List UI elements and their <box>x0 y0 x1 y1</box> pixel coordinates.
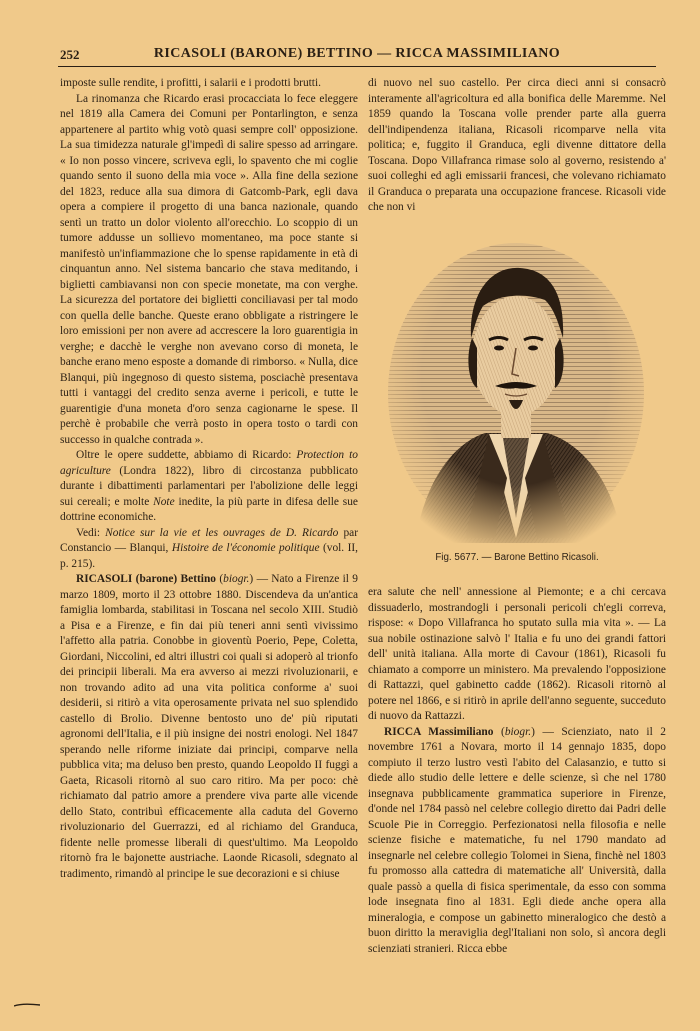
figure-caption: Fig. 5677. — Barone Bettino Ricasoli. <box>435 552 599 563</box>
entry-text: — Nato a Firenze il 9 marzo 1809, morto il 23 ottobre 1880. Discendeva da un'antica famiglia lombarda, stabilitasi in Toscana nel secolo XIII. Studiò a Pisa e a Firenze, e fin dai più teneri anni sentì vivissimo l'affetto alla patria. Conobbe in gioventù Poerio, Pepe, Coletta, Giordani, Niccolini, ed altri illustri coi quali si adoperò al trionfo dei principii liberali. Ma era avverso ai mezzi rivoluzionarii, e non trovando adito ad una vita politica conforme a' suoi desiderii, si ritirò a vita operosamente privata nel suo splendido castello di Brolio. Divenne bentosto uno de' più riputati agronomi dell'Italia, e il più insigne dei nostri enologi. Nel 1847 sperando nelle riforme iniziate dai principi, comparve nella pubblica vita; ma deluso ben presto, quando Leopoldo II fuggì a Gaeta, Ricasoli ritornò al suo caro ritiro. Ma per poco: chè richiamato dal patrio amore a prendere viva parte alle vicende dello Stato, contribuì efficacemente alla caduta del Governo rivoluzionario del Guerrazzi, ed al richiamo del Granduca, fidente nelle promesse liberali di quest'ultimo. Ma Leopoldo ritornò fra le bajonette austriache. Laonde Ricasoli, sdegnato al tradimento, rimandò al principe le sue decorazioni e si chiuse <box>60 573 358 880</box>
paragraph <box>60 448 358 526</box>
right-column-top <box>368 76 666 236</box>
book-title: Notice sur la vie et les ouvrages de D. Ricardo <box>105 526 339 539</box>
running-head: RICASOLI (BARONE) BETTINO — RICCA MASSIMILIANO <box>153 46 561 61</box>
right-column-bottom <box>368 585 666 1005</box>
entry-text: — Scienziato, nato il 2 novembre 1761 a Novara, morto il 14 gennajo 1835, dopo compiuto il terzo lustro vestì l'abito del Calasanzio, e tutto si diede allo studio delle lettere e delle scienze, sì che nel 1780 insegnava pubblicamente grammatica superiore in Firenze, d'onde nel 1784 passò nel celebre collegio diretto dai Padri delle Scuole Pie in Correggio. Perfezionatosi nella filosofia e nelle scienze fisiche e matematiche, fu nel 1790 mandato ad insegnarle nel celebre collegio Tolomei in Siena, finchè nel 1803 fu promosso alla cattedra di matematiche all' Università, dalla quale passò a quella di fisica sperimentale, da esso con somma lode insegnata fino al 1831. Egli diede anche opera alla mineralogia, e compose un gabinetto mineralogico che destò a buon diritto la meraviglia degl'Italiani non solo, sì ancora degli scienziati stranieri. Ricca ebbe <box>368 725 666 955</box>
entry-tag: biogr. <box>223 573 250 585</box>
paragraph: era salute che nell' annessione al Piemonte; e a chi cercava dissuaderlo, mostrandogli i personali pericoli ch'egli correva, rispose: « Dopo Villafranca ho sputato sulla mia vita ». — La sua nobile ostinazione salvò l' Italia e fu uno dei grandi fattori dell' unità italiana. Alla morte di Cavour (1861), Ricasoli fu chiamato a comporre un ministero. Ma prevalendo l'opposizione di Rattazzi, quel gabinetto cadde (1862). Ricasoli ritornò al potere nel 1866, e si ritirò in aprile dell'anno seguente, succeduto di nuovo da Rattazzi. <box>368 586 666 722</box>
left-column <box>60 76 358 1006</box>
text-run: Vedi: <box>76 526 106 539</box>
text-run: (vol. II, p. 215). <box>60 542 358 570</box>
text-run: (Londra 1822), libro di circostanza pubblicato durante i dibattimenti parlamentari per l'abolizione delle leggi sui cereali; e molte <box>60 464 358 508</box>
entry-ricasoli: RICASOLI (barone) Bettino (biogr.) — Nato a Firenze il 9 marzo 1809, morto il 23 ottobre 1880. Discendeva da un'antica famiglia lombarda, stabilitasi in Toscana nel secolo XIII. Studiò a Pisa e a Firenze, e fin dai più teneri anni sentì vivissimo l'affetto alla patria. Conobbe in gioventù Poerio, Pepe, Coletta, Giordani, Niccolini, ed altri illustri coi quali si adoperò al trionfo dei principii liberali. Ma era avverso ai mezzi rivoluzionarii, e non trovando adito ad una vita politica conforme a' suoi desiderii, si ritirò a vita operosamente privata nel suo splendido castello di Brolio. Divenne bentosto uno de' più riputati agronomi dell'Italia, e il più insigne dei nostri enologi. Nel 1847 sperando nelle riforme iniziate dai principi, comparve nella pubblica vita; ma deluso ben presto, quando Leopoldo II fuggì a Gaeta, Ricasoli ritornò al suo caro ritiro. Ma per poco: chè richiamato dal patrio amore a prendere viva parte alle vicende dello Stato, contribuì efficacemente alla caduta del Governo rivoluzionario del Guerrazzi, ed al richiamo del Granduca, fidente nelle promesse liberali di quest'ultimo. Ma Leopoldo ritornò fra le bajonette austriache. Laonde Ricasoli, sdegnato al tradimento, rimandò al principe le sue decorazioni e si chiuse <box>60 573 358 880</box>
entry-headword: RICCA Massimiliano <box>384 725 494 738</box>
page-header <box>58 44 656 67</box>
portrait-figure <box>385 238 647 543</box>
text-run: inedite, la più parte in difesa delle sue dottrine economiche. <box>60 495 358 523</box>
paragraph: imposte sulle rendite, i profitti, i salarii e i prodotti brutti. <box>60 77 321 89</box>
book-title: Note <box>153 495 175 508</box>
paragraph: La rinomanza che Ricardo erasi procacciata lo fece eleggere nel 1819 alla Camera dei Comuni per Pontarlington, e senza appartenere al partito whig votò quasi sempre coll' opposizione. La sua timidezza naturale gl'impedì di salire spesso ad arringare. « Io non posso vincere, scriveva egli, lo spavento che mi coglie quando sento il suono della mia voce ». Alla fine della sezione del 1823, reduce alla sua dimora di Gatcomb-Park, egli dava opera a compiere il progetto di una banca nazionale, quando sentì un tratto un dolor violento all'orecchio. Lo scoppio di un tumore addusse un sollievo momentaneo, ma poce stante si manifestò un'infiammazione che lo spense rapidamente in età di cinquantun anno. Nel sistema bancario che stava meditando, i biglietti cambiavansi non con specie monetate, ma con verghe. La sicurezza del portatore dei biglietti conciliavasi per tal modo con quella delle banche. Queste erano obbligate a ristringere le loro emissioni per non avere ad accrescere la loro guarentigia in verghe; e dacchè le verghe non avevano corso di moneta, le banche erano meno esposte a domande di rimborso. « Nulla, dice Blanqui, più ingegnoso di questo sistema, posciachè presentava tutti i vantaggi del credito senza averne i pericoli, e tutte le guarentigie d'una moneta d'oro senza cagionarne le spese. Il perchè è probabile che verrà posto in opera tosto o tardi con successo in qualche contrada ». <box>60 92 358 446</box>
book-title: Protection to agriculture <box>60 449 358 477</box>
text-run: par Constancio — Blanqui, <box>60 526 358 554</box>
entry-tag: biogr. <box>504 725 532 738</box>
paragraph: di nuovo nel suo castello. Per circa dieci anni si consacrò interamente all'agricoltura ed alla bonifica delle Maremme. Nel 1859 quando la Toscana volle prender parte alla guerra dell'indipendenza italiana, Ricasoli ricomparve nella vita politica; e, fuggito il Granduca, egli divenne dittatore della Toscana. Dopo Villafranca rimase solo al governo, resistendo a' suoi colleghi ed agli emissarii francesi, che volevano richiamato il Granduca o preparata una occupazione francese. Ricasoli vide che non vi <box>368 77 666 213</box>
entry-headword: RICASOLI (barone) Bettino <box>76 573 216 585</box>
book-title: Histoire de l'économie politique <box>171 542 320 554</box>
paragraph <box>60 526 358 573</box>
entry-ricca: RICCA Massimiliano (biogr.) — Scienziato, nato il 2 novembre 1761 a Novara, morto il 14 gennajo 1835, dopo compiuto il terzo lustro vestì l'abito del Calasanzio, e tutto si diede allo studio delle lettere e delle scienze, sì che nel 1780 insegnava pubblicamente grammatica superiore in Firenze, d'onde nel 1784 passò nel celebre collegio diretto dai Padri delle Scuole Pie in Correggio. Perfezionatosi nella filosofia e nelle scienze fisiche e matematiche, fu nel 1790 mandato ad insegnarle nel celebre collegio Tolomei in Siena, finchè nel 1803 fu promosso alla cattedra di matematiche all' Università, dalla quale passò a quella di fisica sperimentale, da esso con somma lode insegnata fino al 1831. Egli diede anche opera alla mineralogia, e compose un gabinetto mineralogico che destò a buon diritto la meraviglia degl'Italiani non solo, sì ancora degli scienziati stranieri. Ricca ebbe <box>368 725 666 955</box>
portrait-engraving <box>385 238 647 543</box>
page-number: 252 <box>60 47 80 62</box>
page-fold-mark <box>14 1003 40 1007</box>
text-run: Oltre le opere suddette, abbiamo di Ricardo: <box>76 449 297 461</box>
